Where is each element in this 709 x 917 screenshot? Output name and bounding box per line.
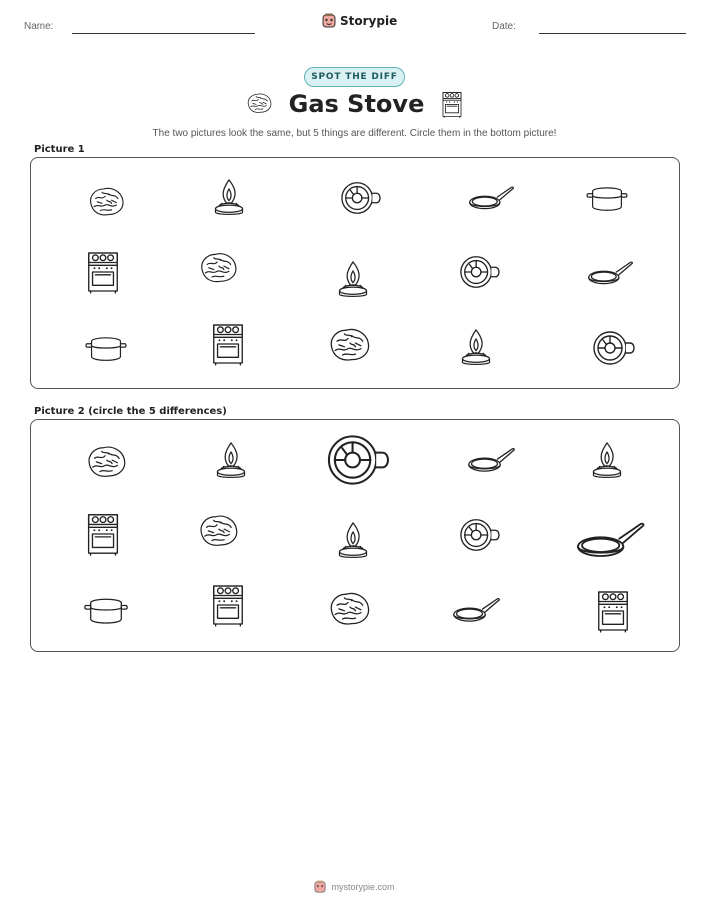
picture1-panel [30,157,680,389]
title-row [0,90,709,118]
brand-name: Storypie [340,14,398,28]
picture2-burner-icon-8[interactable] [335,519,371,561]
picture2-panel[interactable] [30,419,680,652]
spot-the-diff-badge: SPOT THE DIFF [304,67,405,87]
picture2-rock-icon-1[interactable] [84,442,128,480]
date-line[interactable] [539,33,686,34]
instructions: The two pictures look the same, but 5 things are different. Circle them in the bottom picture! [152,128,557,139]
storypie-mascot-icon [314,880,326,894]
picture1-rock-icon-1 [86,181,126,221]
picture2-knob-icon-3[interactable] [323,429,391,491]
footer [0,880,709,894]
picture2-knob-icon-9[interactable] [457,515,501,555]
name-label: Name: [24,21,54,32]
picture2-burner-icon-5[interactable] [589,439,625,481]
picture1-pot-icon-11 [82,331,130,365]
picture2-pan-icon-4[interactable] [466,444,516,476]
picture1-pan-icon-10 [586,257,634,289]
title-stove-icon [440,90,464,118]
picture1-pot-icon-5 [585,181,629,215]
picture2-burner-icon-2[interactable] [213,439,249,481]
picture1-knob-icon-9 [457,252,501,292]
date-label: Date: [492,21,516,32]
picture2-stove-icon-6[interactable] [83,511,123,557]
picture1-stove-icon-6 [84,249,122,295]
picture1-rock-icon-13 [326,324,372,364]
picture1-knob-icon-15 [590,327,636,369]
picture1-rock-icon-7 [197,249,239,285]
brand-logo [322,13,397,29]
picture2-stove-icon-15[interactable] [594,588,632,634]
picture2-pan-icon-14[interactable] [451,594,501,626]
picture1-burner-icon-2 [211,176,247,218]
title-rock-icon [245,91,273,117]
storypie-mascot-icon [322,13,336,29]
footer-url: mystorypie.com [331,882,395,892]
picture2-pot-icon-11[interactable] [82,592,130,628]
page-title: Gas Stove [288,90,425,118]
picture2-rock-icon-13[interactable] [326,588,372,628]
picture1-burner-icon-14 [458,326,494,368]
picture1-knob-icon-3 [338,178,382,218]
picture1-burner-icon-8 [335,258,371,300]
picture1-pan-icon-4 [467,182,515,214]
picture2-pan-icon-10[interactable] [574,517,646,563]
picture2-label: Picture 2 (circle the 5 differences) [34,406,227,417]
picture1-stove-icon-12 [209,321,247,367]
picture2-rock-icon-7[interactable] [196,511,240,549]
picture1-label: Picture 1 [34,144,85,155]
picture2-stove-icon-12[interactable] [209,582,247,628]
name-line[interactable] [72,33,255,34]
